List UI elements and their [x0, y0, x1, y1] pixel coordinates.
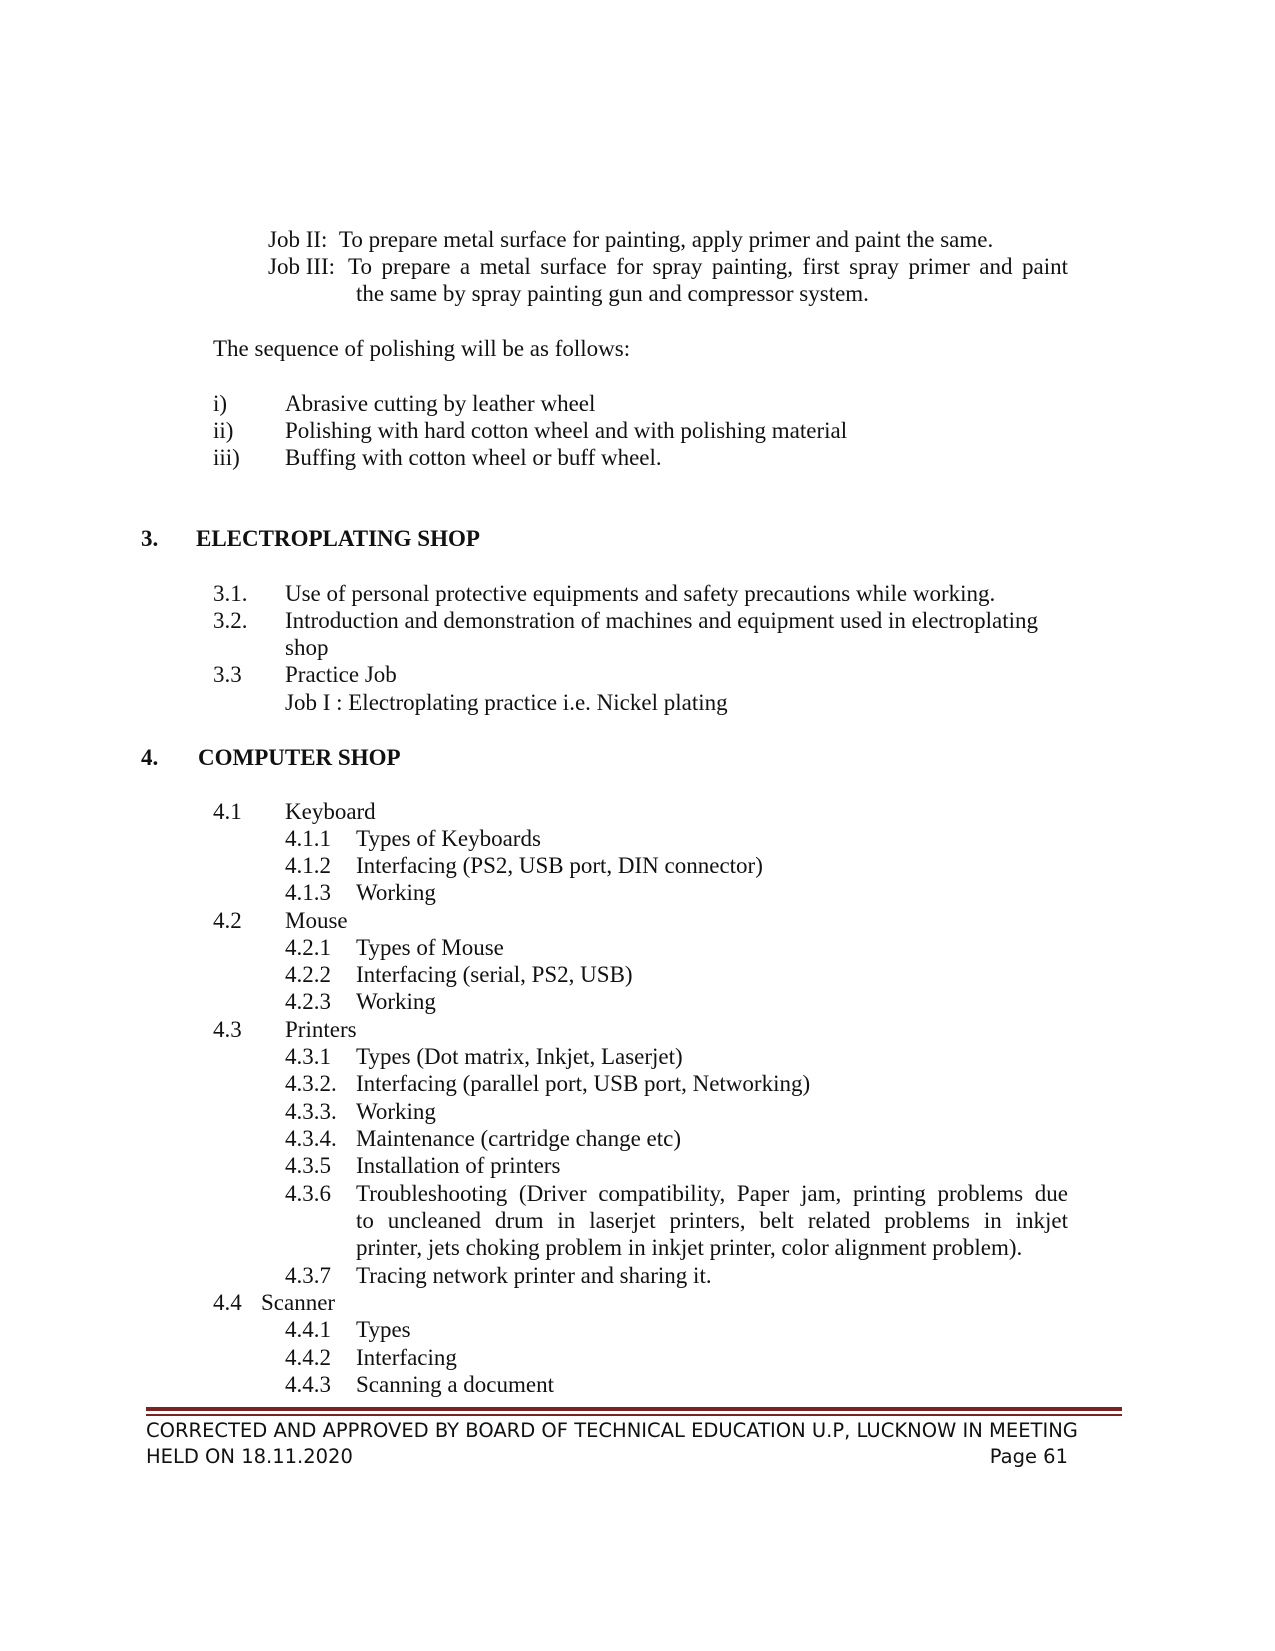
job-3-text-line1: To prepare a metal surface for spray painting, first spray primer and paint: [348, 254, 1068, 279]
job-3-label: Job III:: [268, 254, 336, 279]
sub-text: Installation of printers: [356, 1153, 561, 1178]
sub-text: Types: [356, 1317, 411, 1342]
sub-num: 4.3.5: [285, 1153, 331, 1178]
item-3-2-num: 3.2.: [213, 608, 248, 633]
sequence-item-1: Abrasive cutting by leather wheel: [285, 391, 596, 416]
sub-text: Maintenance (cartridge change etc): [356, 1126, 681, 1151]
item-4-1-label: Keyboard: [285, 799, 376, 824]
job-3-line: [268, 253, 1068, 281]
sub-num: 4.2.3: [285, 989, 331, 1014]
sequence-item-3: Buffing with cotton wheel or buff wheel.: [285, 445, 662, 470]
sub-text: Working: [356, 989, 436, 1014]
sequence-item-2: Polishing with hard cotton wheel and with polishing material: [285, 418, 848, 443]
item-3-1-text: Use of personal protective equipments and safety precautions while working.: [285, 581, 996, 606]
footer-approval-line2: HELD ON 18.11.2020: [146, 1445, 353, 1468]
sub-text: Tracing network printer and sharing it.: [356, 1263, 712, 1288]
sub-num: 4.1.3: [285, 880, 331, 905]
item-3-3-job: Job I : Electroplating practice i.e. Nickel plating: [285, 690, 728, 715]
section-3-title: ELECTROPLATING SHOP: [196, 526, 480, 551]
sub-text: Interfacing: [356, 1345, 457, 1370]
section-3-number: 3.: [141, 526, 159, 551]
footer-approval-line1: CORRECTED AND APPROVED BY BOARD OF TECHNICAL EDUCATION U.P, LUCKNOW IN MEETING: [146, 1419, 1078, 1442]
sub-num: 4.1.2: [285, 853, 331, 878]
item-4-4-num: 4.4: [213, 1290, 242, 1315]
page-number: Page 61: [989, 1445, 1068, 1468]
sequence-num-2: ii): [213, 418, 234, 443]
sub-num: 4.3.4.: [285, 1126, 337, 1151]
item-3-3-num: 3.3: [213, 662, 242, 687]
sub-num: 4.3.2.: [285, 1071, 337, 1096]
job-2-line: [268, 226, 993, 254]
section-4-title: COMPUTER SHOP: [198, 745, 401, 770]
sub-num: 4.3.6: [285, 1181, 331, 1206]
sub-num: 4.3.3.: [285, 1099, 337, 1124]
sub-text: Working: [356, 1099, 436, 1124]
sub-text: Working: [356, 880, 436, 905]
item-4-1-num: 4.1: [213, 799, 242, 824]
sub-num: 4.2.2: [285, 962, 331, 987]
troubleshoot-line2: to uncleaned drum in laserjet printers, belt related problems in inkjet: [356, 1208, 1068, 1233]
sequence-intro: The sequence of polishing will be as follows:: [213, 336, 631, 361]
sub-num: 4.1.1: [285, 826, 331, 851]
troubleshoot-line1: Troubleshooting (Driver compatibility, Paper jam, printing problems due: [356, 1181, 1068, 1206]
sub-text: Scanning a document: [356, 1372, 555, 1397]
footer-rule-thin: [146, 1414, 1122, 1416]
sub-text: Types of Keyboards: [356, 826, 541, 851]
sub-num: 4.4.3: [285, 1372, 331, 1397]
sub-num: 4.4.2: [285, 1345, 331, 1370]
item-3-2-text: Introduction and demonstration of machines and equipment used in electroplating: [285, 608, 1039, 633]
item-4-3-label: Printers: [285, 1017, 357, 1042]
sub-num: 4.3.7: [285, 1263, 331, 1288]
job-3-text-line2: the same by spray painting gun and compressor system.: [356, 281, 869, 306]
sub-num: 4.4.1: [285, 1317, 331, 1342]
item-4-4-label: Scanner: [261, 1290, 336, 1315]
sub-text: Types of Mouse: [356, 935, 504, 960]
item-4-3-num: 4.3: [213, 1017, 242, 1042]
item-4-2-num: 4.2: [213, 908, 242, 933]
sub-num: 4.3.1: [285, 1044, 331, 1069]
section-4-number: 4.: [141, 745, 159, 770]
sub-num: 4.2.1: [285, 935, 331, 960]
sequence-num-1: i): [213, 391, 228, 416]
job-2-label: Job II:: [268, 227, 328, 252]
sub-text: Interfacing (parallel port, USB port, Networking): [356, 1071, 811, 1096]
footer-rule: [146, 1407, 1122, 1411]
sequence-num-3: iii): [213, 445, 240, 470]
item-4-2-label: Mouse: [285, 908, 348, 933]
troubleshoot-line3: printer, jets choking problem in inkjet printer, color alignment problem).: [356, 1235, 1023, 1260]
item-3-3-text: Practice Job: [285, 662, 397, 687]
job-2-text: To prepare metal surface for painting, apply primer and paint the same.: [338, 227, 994, 252]
item-3-1-num: 3.1.: [213, 581, 248, 606]
sub-text: Interfacing (PS2, USB port, DIN connector): [356, 853, 763, 878]
item-3-2-text-cont: shop: [285, 635, 329, 660]
sub-text: Types (Dot matrix, Inkjet, Laserjet): [356, 1044, 683, 1069]
sub-text: Interfacing (serial, PS2, USB): [356, 962, 633, 987]
